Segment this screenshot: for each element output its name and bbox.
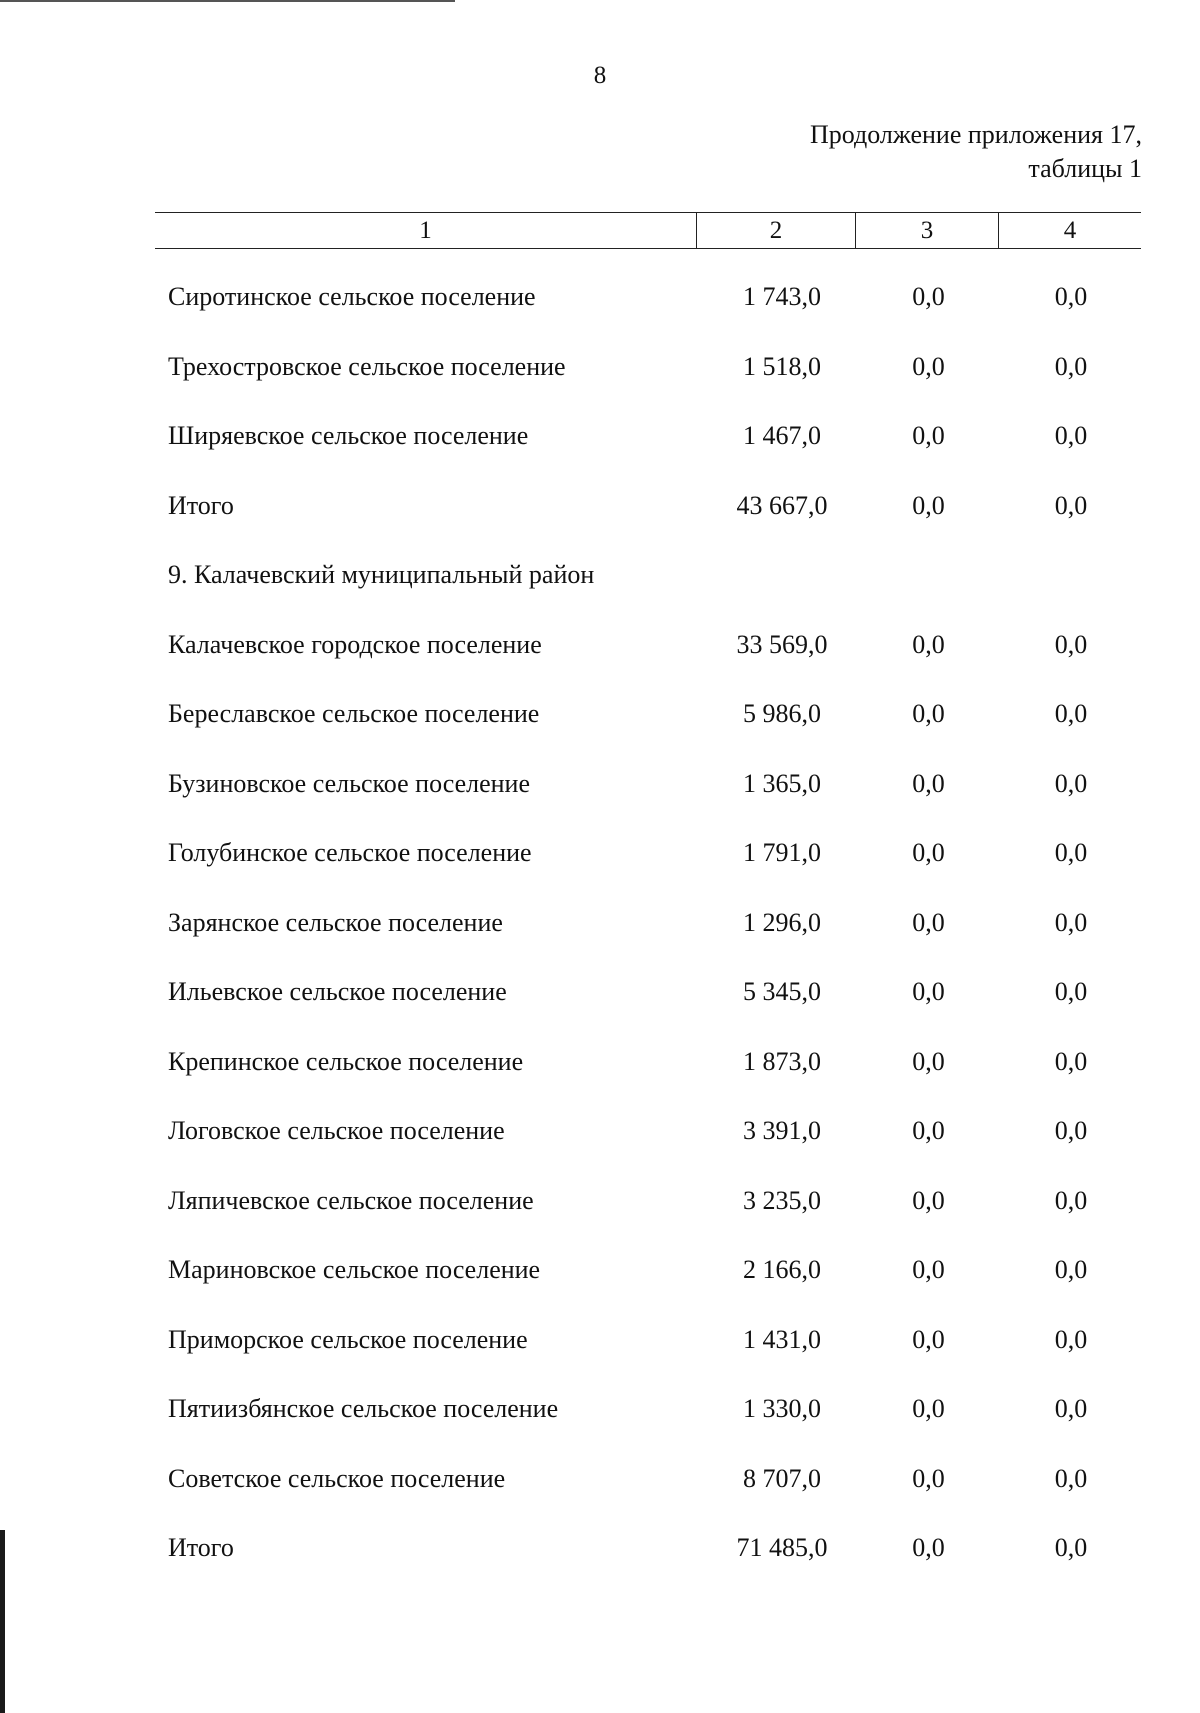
row-value-col-2: 2 166,0 <box>743 1255 821 1284</box>
row-name-cell: Бузиновское сельское поселение <box>168 769 530 798</box>
table-row <box>0 1320 1200 1360</box>
column-header-2: 2 <box>697 213 856 248</box>
column-header-4: 4 <box>1063 216 1077 244</box>
table-row <box>0 1528 1200 1568</box>
row-value-col-2: 1 431,0 <box>743 1325 821 1354</box>
continuation-note <box>810 118 1142 186</box>
row-value-col-4: 0,0 <box>1054 838 1088 867</box>
table-row <box>0 486 1200 526</box>
row-name-cell: Калачевское городское поселение <box>168 630 542 659</box>
table-header <box>155 212 1141 249</box>
row-value-col-3: 0,0 <box>912 1394 945 1423</box>
row-name-cell: Зарянское сельское поселение <box>168 908 503 937</box>
row-value-col-3: 0,0 <box>912 1255 945 1284</box>
row-value-col-2: 1 518,0 <box>743 352 821 381</box>
table-row <box>0 277 1200 317</box>
row-value-col-3: 0,0 <box>912 1116 945 1145</box>
row-value-col-3: 0,0 <box>912 1533 945 1562</box>
table-row <box>0 833 1200 873</box>
row-name-cell: Сиротинское сельское поселение <box>168 282 536 311</box>
row-value-col-4: 0,0 <box>1054 769 1088 798</box>
row-value-col-4: 0,0 <box>1054 1533 1088 1562</box>
row-name-cell: Ширяевское сельское поселение <box>168 421 529 450</box>
table-row <box>0 1111 1200 1151</box>
row-value-col-3: 0,0 <box>912 699 945 728</box>
table-row <box>0 1042 1200 1082</box>
row-name-cell: Ляпичевское сельское поселение <box>168 1186 534 1215</box>
row-value-col-4: 0,0 <box>1054 1186 1088 1215</box>
row-value-col-4: 0,0 <box>1054 352 1088 381</box>
table-row <box>0 555 1200 595</box>
row-name-cell: Итого <box>168 491 234 520</box>
row-name-cell: 9. Калачевский муниципальный район <box>168 560 595 589</box>
row-name-cell: Ильевское сельское поселение <box>168 977 507 1006</box>
row-value-col-2: 5 986,0 <box>743 699 821 728</box>
table-row <box>0 1250 1200 1290</box>
table-row <box>0 694 1200 734</box>
row-name-cell: Голубинское сельское поселение <box>168 838 532 867</box>
table-row <box>0 764 1200 804</box>
row-name-cell: Приморское сельское поселение <box>168 1325 528 1354</box>
table-row <box>0 347 1200 387</box>
row-value-col-2: 43 667,0 <box>736 491 828 520</box>
row-value-col-2: 8 707,0 <box>743 1464 821 1493</box>
row-value-col-4: 0,0 <box>1054 1116 1088 1145</box>
row-name-cell: Береславское сельское поселение <box>168 699 540 728</box>
row-value-col-2: 1 873,0 <box>743 1047 821 1076</box>
row-value-col-4: 0,0 <box>1054 908 1088 937</box>
row-value-col-4: 0,0 <box>1054 421 1088 450</box>
row-value-col-3: 0,0 <box>912 282 945 311</box>
row-value-col-2: 33 569,0 <box>736 630 828 659</box>
row-value-col-3: 0,0 <box>912 908 945 937</box>
row-value-col-3: 0,0 <box>912 1464 945 1493</box>
row-value-col-4: 0,0 <box>1054 1255 1088 1284</box>
table-row <box>0 1181 1200 1221</box>
row-name-cell: Трехостровское сельское поселение <box>168 352 566 381</box>
row-name-cell: Советское сельское поселение <box>168 1464 506 1493</box>
row-value-col-2: 5 345,0 <box>743 977 821 1006</box>
table-row <box>0 1389 1200 1429</box>
row-value-col-3: 0,0 <box>912 838 945 867</box>
row-value-col-4: 0,0 <box>1054 977 1088 1006</box>
row-value-col-2: 1 743,0 <box>743 282 821 311</box>
table-row <box>0 625 1200 665</box>
row-value-col-3: 0,0 <box>912 977 945 1006</box>
row-value-col-4: 0,0 <box>1054 1394 1088 1423</box>
row-value-col-2: 1 365,0 <box>743 769 821 798</box>
row-value-col-2: 1 467,0 <box>743 421 821 450</box>
row-name-cell: Итого <box>168 1533 234 1562</box>
row-value-col-2: 3 391,0 <box>743 1116 821 1145</box>
row-value-col-4: 0,0 <box>1054 1464 1088 1493</box>
row-value-col-3: 0,0 <box>912 421 945 450</box>
column-header-3: 3 <box>856 213 999 248</box>
table-row <box>0 416 1200 456</box>
row-value-col-3: 0,0 <box>912 1186 945 1215</box>
row-value-col-4: 0,0 <box>1054 699 1088 728</box>
row-value-col-3: 0,0 <box>912 491 945 520</box>
row-value-col-2: 3 235,0 <box>743 1186 821 1215</box>
row-value-col-3: 0,0 <box>912 1325 945 1354</box>
row-value-col-2: 1 296,0 <box>743 908 821 937</box>
row-value-col-2: 1 330,0 <box>743 1394 821 1423</box>
row-name-cell: Крепинское сельское поселение <box>168 1047 524 1076</box>
row-name-cell: Логовское сельское поселение <box>168 1116 505 1145</box>
table-row <box>0 903 1200 943</box>
column-header-1: 1 <box>155 213 697 248</box>
row-value-col-4: 0,0 <box>1054 630 1088 659</box>
row-name-cell: Мариновское сельское поселение <box>168 1255 541 1284</box>
row-value-col-3: 0,0 <box>912 630 945 659</box>
row-value-col-4: 0,0 <box>1054 282 1088 311</box>
continuation-line-1: Продолжение приложения 17, <box>809 120 1142 149</box>
row-value-col-2: 1 791,0 <box>743 838 821 867</box>
row-value-col-4: 0,0 <box>1054 491 1088 520</box>
table-row <box>0 1459 1200 1499</box>
continuation-line-2: таблицы 1 <box>1028 154 1142 183</box>
row-name-cell: Пятиизбянское сельское поселение <box>168 1394 559 1423</box>
table-row <box>0 972 1200 1012</box>
scan-artifact-top-line <box>0 0 455 2</box>
row-value-col-3: 0,0 <box>912 352 945 381</box>
page-number: 8 <box>593 62 607 89</box>
row-value-col-4: 0,0 <box>1054 1047 1088 1076</box>
row-value-col-3: 0,0 <box>912 769 945 798</box>
row-value-col-4: 0,0 <box>1054 1325 1088 1354</box>
row-value-col-2: 71 485,0 <box>736 1533 828 1562</box>
row-value-col-3: 0,0 <box>912 1047 945 1076</box>
